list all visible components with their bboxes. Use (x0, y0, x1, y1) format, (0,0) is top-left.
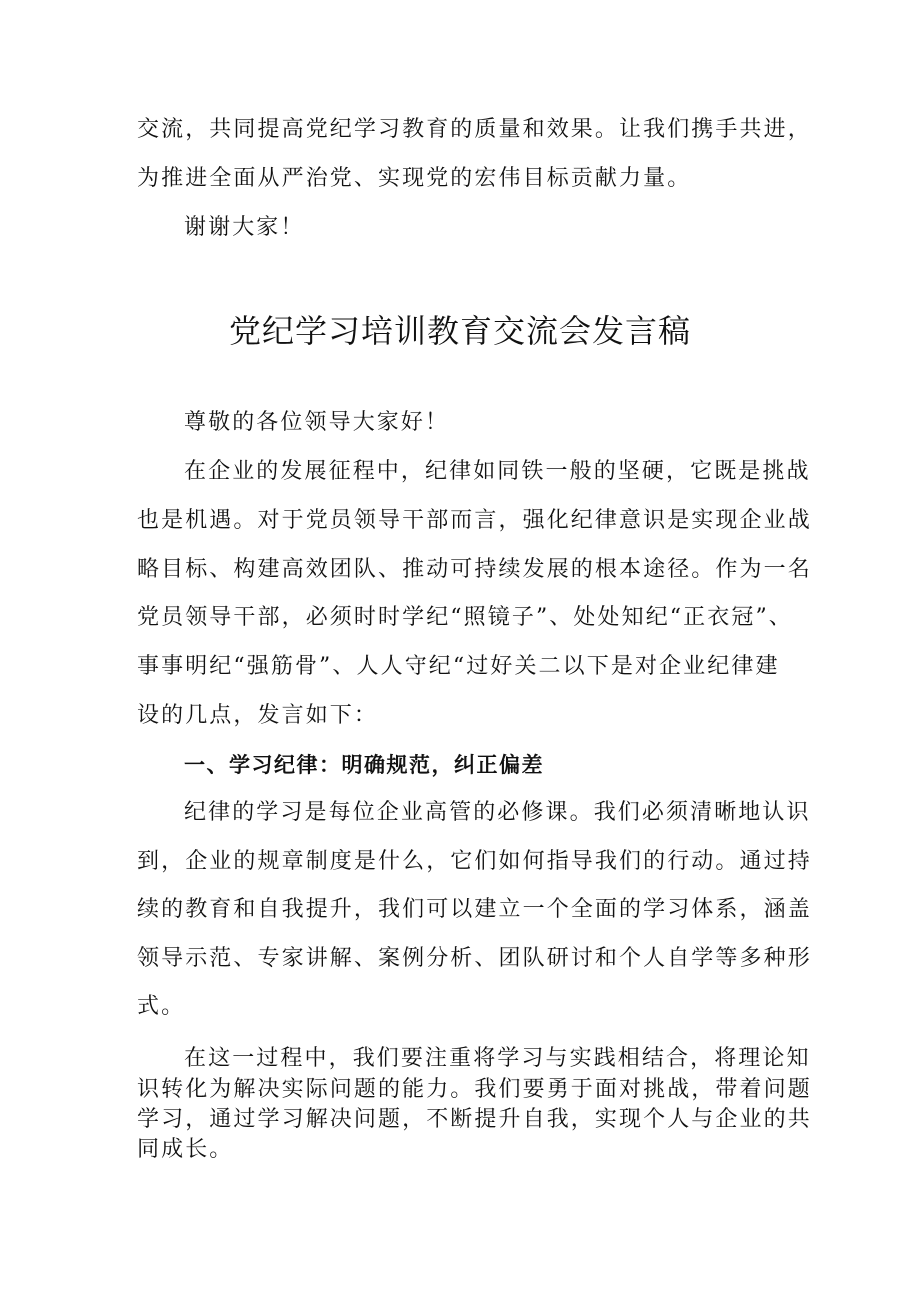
body-line: 纪律的学习是每位企业高管的必修课。我们必须清晰地认识 (184, 800, 811, 825)
body-line: 略目标、构建高效团队、推动可持续发展的根本途径。作为一名 (137, 557, 812, 582)
body-line: 为推进全面从严治党、实现党的宏伟目标贡献力量。 (137, 166, 692, 191)
body-line: 同成长。 (137, 1137, 234, 1162)
body-line: 事事明纪“强筋骨”、人人守纪“过好关二以下是对企业纪律建 (137, 654, 780, 679)
body-line: 设的几点，发言如下： (137, 703, 379, 728)
body-line: 领导示范、专家讲解、案例分析、团队研讨和个人自学等多种形 (137, 946, 812, 971)
document-title: 党纪学习培训教育交流会发言稿 (228, 312, 691, 350)
body-line: 在企业的发展征程中，纪律如同铁一般的坚硬，它既是挑战 (184, 459, 811, 484)
greeting-line: 尊敬的各位领导大家好！ (184, 410, 450, 435)
body-line: 学习，通过学习解决问题，不断提升自我，实现个人与企业的共 (137, 1107, 812, 1132)
body-line: 识转化为解决实际问题的能力。我们要勇于面对挑战，带着问题 (137, 1077, 812, 1102)
body-line: 党员领导干部，必须时时学纪“照镜子”、处处知纪“正衣冠”、 (137, 605, 793, 630)
body-line: 在这一过程中，我们要注重将学习与实践相结合，将理论知 (184, 1046, 811, 1071)
body-line: 式。 (137, 994, 186, 1019)
body-line: 续的教育和自我提升，我们可以建立一个全面的学习体系，涵盖 (137, 897, 812, 922)
closing-line: 谢谢大家！ (184, 215, 305, 240)
section-heading: 一、学习纪律：明确规范，纠正偏差 (184, 753, 544, 777)
body-line: 交流，共同提高党纪学习教育的质量和效果。让我们携手共进， (137, 117, 812, 142)
body-line: 到，企业的规章制度是什么，它们如何指导我们的行动。通过持 (137, 849, 812, 874)
body-line: 也是机遇。对于党员领导干部而言，强化纪律意识是实现企业战 (137, 508, 812, 533)
